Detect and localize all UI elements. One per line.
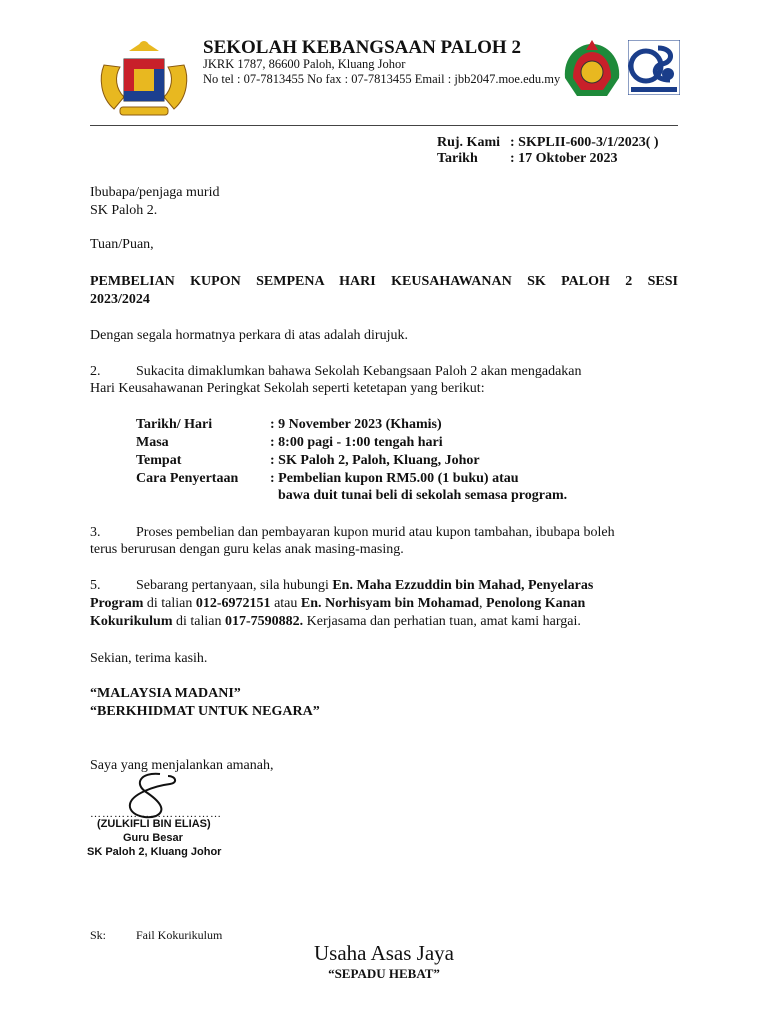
paragraph-5-text-b: di talian [146,596,193,611]
school-name: SEKOLAH KEBANGSAAN PALOH 2 [203,37,521,58]
event-date-label: Tarikh/ Hari [136,417,213,432]
participation-value-2: bawa duit tunai beli di sekolah semasa program. [278,488,568,503]
paragraph-5-number: 5. [90,578,101,593]
closing-line: Sekian, terima kasih. [90,651,208,666]
assistant-role: Penolong Kanan [486,596,586,611]
recipient-line-2: SK Paloh 2. [90,203,158,218]
footer-motto: Usaha Asas Jaya [314,941,454,965]
slogan-1: “MALAYSIA MADANI” [90,686,241,701]
assistant-role-cont: Kokurikulum [90,614,173,629]
reference-value: : SKPLII-600-3/1/2023( ) [510,135,659,150]
participation-value-1: : Pembelian kupon RM5.00 (1 buku) atau [270,471,519,486]
coordinator-role: Program [90,596,144,611]
subject-line-1: PEMBELIAN KUPON SEMPENA HARI KEUSAHAWANAN SK PALOH 2 SESI [90,274,678,289]
school-contact: No tel : 07-7813455 No fax : 07-7813455 Email : jbb2047.moe.edu.my [203,72,561,86]
event-place-label: Tempat [136,453,182,468]
date-value: : 17 Oktober 2023 [510,151,618,166]
event-time-label: Masa [136,435,169,450]
paragraph-5-comma: , [479,596,483,611]
paragraph-3-number: 3. [90,525,101,540]
paragraph-2-number: 2. [90,364,101,379]
paragraph-5-text-d: di talian [175,614,222,629]
paragraph-2-line-1: Sukacita dimaklumkan bahawa Sekolah Kebangsaan Paloh 2 akan mengadakan [136,364,582,379]
signature-line: …………………………… [90,808,222,820]
ministry-logo-icon [628,40,680,95]
assistant-name: En. Norhisyam bin Mohamad [300,596,480,611]
signature-intro: Saya yang menjalankan amanah, [90,758,274,773]
coordinator-phone: 012-6972151 [195,596,271,611]
cc-label: Sk: [90,928,107,942]
paragraph-5-text-e: Kerjasama dan perhatian tuan, amat kami hargai. [306,614,581,629]
coordinator-name: En. Maha Ezzuddin bin Mahad, Penyelaras [332,578,594,593]
paragraph-5-text-c: atau [274,596,298,611]
reference-label: Ruj. Kami [437,135,500,150]
paragraph-2-line-2: Hari Keusahawanan Peringkat Sekolah seperti ketetapan yang berikut: [90,381,485,396]
event-time-value: : 8:00 pagi - 1:00 tengah hari [270,435,443,450]
paragraph-5-line-3 [90,613,581,631]
header-divider [90,125,678,126]
paragraph-5-line-2 [90,595,585,613]
signatory-name: (ZULKIFLI BIN ELIAS) [97,818,211,830]
signatory-title: Guru Besar [123,832,183,844]
assistant-phone: 017-7590882. [224,614,304,629]
recipient-line-1: Ibubapa/penjaga murid [90,185,220,200]
malaysia-coat-of-arms-icon [94,37,194,119]
school-address: JKRK 1787, 86600 Paloh, Kluang Johor [203,57,406,71]
paragraph-5-line-1 [136,577,593,595]
paragraph-3-line-2: terus berurusan dengan guru kelas anak masing-masing. [90,542,404,557]
paragraph-5-text-a: Sebarang pertanyaan, sila hubungi [136,578,329,593]
cc-value: Fail Kokurikulum [136,928,223,942]
participation-label: Cara Penyertaan [136,471,239,486]
signatory-school: SK Paloh 2, Kluang Johor [87,846,222,858]
event-place-value: : SK Paloh 2, Paloh, Kluang, Johor [270,453,480,468]
salutation: Tuan/Puan, [90,237,154,252]
subject-line-2: 2023/2024 [90,292,150,307]
intro-paragraph: Dengan segala hormatnya perkara di atas adalah dirujuk. [90,328,408,343]
footer-subtitle: “SEPADU HEBAT” [328,966,440,981]
date-label: Tarikh [437,151,478,166]
slogan-2: “BERKHIDMAT UNTUK NEGARA” [90,704,320,719]
paragraph-3-line-1: Proses pembelian dan pembayaran kupon murid atau kupon tambahan, ibubapa boleh [136,525,615,540]
event-date-value: : 9 November 2023 (Khamis) [270,417,442,432]
school-logo-icon [561,38,623,100]
